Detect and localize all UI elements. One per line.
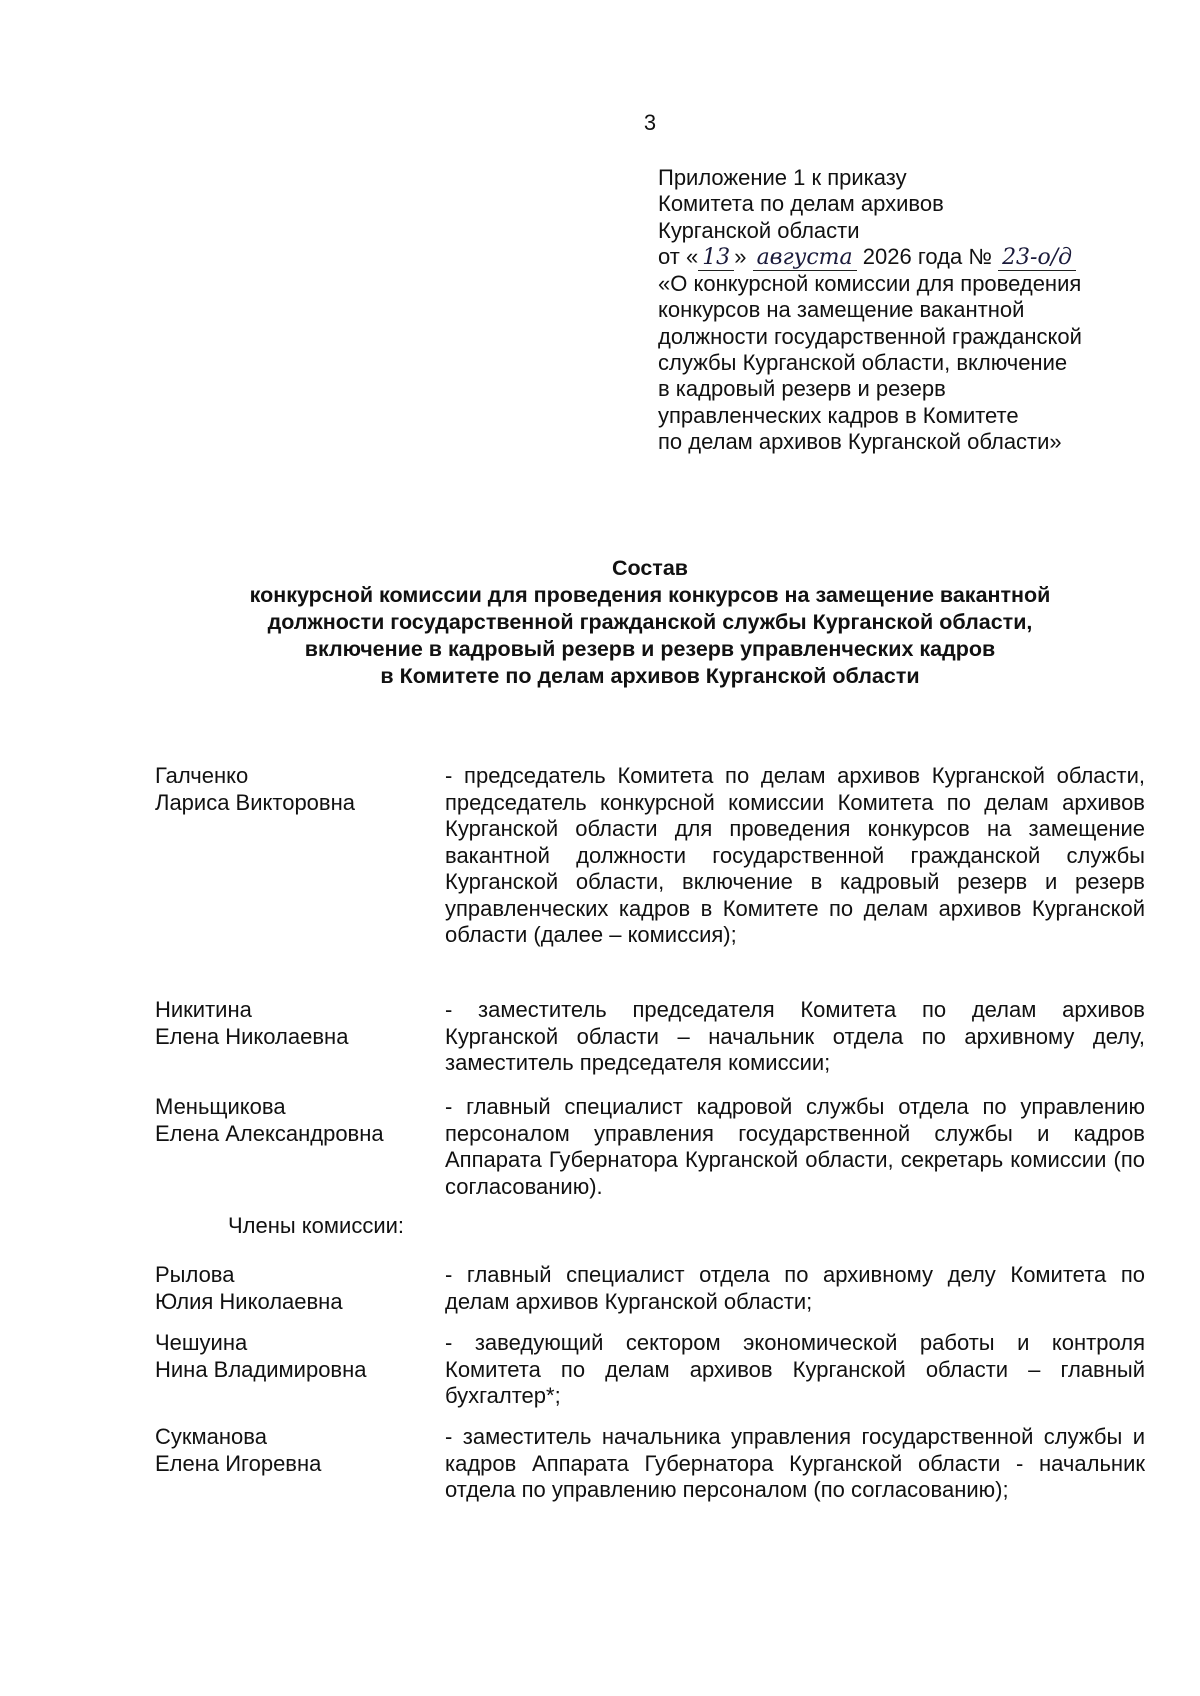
member-role: - главный специалист кадровой службы отдела по управлению персоналом управления государственной службы и кадров Аппарата Губернатора Курганской области, секретарь комиссии (по согласованию). bbox=[445, 1094, 1145, 1199]
year-text: 2026 года № bbox=[862, 243, 992, 269]
member-name bbox=[155, 997, 425, 1050]
member-surname: Никитина bbox=[155, 997, 252, 1022]
appendix-subject-line: управленческих кадров в Комитете bbox=[658, 402, 1019, 428]
title-line: в Комитете по делам архивов Курганской области bbox=[380, 664, 920, 688]
title-line: конкурсной комиссии для проведения конкурсов на замещение вакантной bbox=[249, 583, 1051, 607]
appendix-subject-line: конкурсов на замещение вакантной bbox=[658, 297, 1025, 323]
appendix-block bbox=[658, 165, 1178, 455]
appendix-date-line bbox=[658, 244, 1178, 271]
appendix-subject-line: по делам архивов Курганской области» bbox=[658, 428, 1062, 454]
member-given-name: Елена Александровна bbox=[155, 1120, 384, 1146]
member-role: - главный специалист отдела по архивному делу Комитета по делам архивов Курганской области; bbox=[445, 1262, 1145, 1314]
member-name bbox=[155, 1094, 425, 1147]
member-role: - председатель Комитета по делам архивов Курганской области, председатель конкурсной комиссии Комитета по делам архивов Курганской области для проведения конкурсов на замещение вакантной должности государственной гражданской службы Курганской области, включение в кадровый резерв и резерв управленческих кадров в Комитете по делам архивов Курганской области (далее – комиссия); bbox=[445, 763, 1145, 947]
member-name bbox=[155, 1424, 425, 1477]
title-line: включение в кадровый резерв и резерв управленческих кадров bbox=[304, 637, 996, 661]
member-name bbox=[155, 763, 425, 816]
appendix-line: Курганской области bbox=[658, 217, 860, 243]
member-role: - заведующий сектором экономической работы и контроля Комитета по делам архивов Курганской области – главный бухгалтер*; bbox=[445, 1330, 1145, 1408]
appendix-line: Комитета по делам архивов bbox=[658, 191, 944, 217]
date-prefix: от « bbox=[658, 243, 699, 269]
date-mid: » bbox=[734, 243, 747, 269]
member-surname: Чешуина bbox=[155, 1330, 248, 1355]
member-role: - заместитель председателя Комитета по делам архивов Курганской области – начальник отдела по архивному делу, заместитель председателя комиссии; bbox=[445, 997, 1145, 1075]
handwritten-order-number: 23-о/д bbox=[998, 245, 1076, 271]
member-given-name: Нина Владимировна bbox=[155, 1356, 367, 1382]
member-given-name: Юлия Николаевна bbox=[155, 1288, 343, 1314]
member-surname: Галченко bbox=[155, 763, 249, 788]
handwritten-day: 13 bbox=[698, 245, 734, 271]
appendix-subject-line: «О конкурсной комиссии для проведения bbox=[658, 271, 1082, 297]
member-role: - заместитель начальника управления государственной службы и кадров Аппарата Губернатора Курганской области - начальник отдела по управлению персоналом (по согласованию); bbox=[445, 1424, 1145, 1502]
title-line: должности государственной гражданской службы Курганской области, bbox=[267, 610, 1033, 634]
member-given-name: Елена Игоревна bbox=[155, 1450, 322, 1476]
member-name bbox=[155, 1330, 425, 1383]
appendix-subject-line: службы Курганской области, включение bbox=[658, 350, 1068, 376]
appendix-line: Приложение 1 к приказу bbox=[658, 165, 907, 190]
member-given-name: Лариса Викторовна bbox=[155, 789, 355, 815]
appendix-subject-line: должности государственной гражданской bbox=[658, 323, 1082, 349]
member-given-name: Елена Николаевна bbox=[155, 1023, 349, 1049]
appendix-subject-line: в кадровый резерв и резерв bbox=[658, 376, 946, 402]
member-surname: Сукманова bbox=[155, 1424, 267, 1449]
document-title bbox=[160, 555, 1140, 690]
handwritten-month: августа bbox=[753, 245, 857, 271]
member-surname: Меньщикова bbox=[155, 1094, 286, 1119]
member-surname: Рылова bbox=[155, 1262, 235, 1287]
title-line: Состав bbox=[611, 556, 689, 580]
page-number: 3 bbox=[643, 110, 657, 135]
members-section-label: Члены комиссии: bbox=[228, 1213, 405, 1238]
member-name bbox=[155, 1262, 425, 1315]
